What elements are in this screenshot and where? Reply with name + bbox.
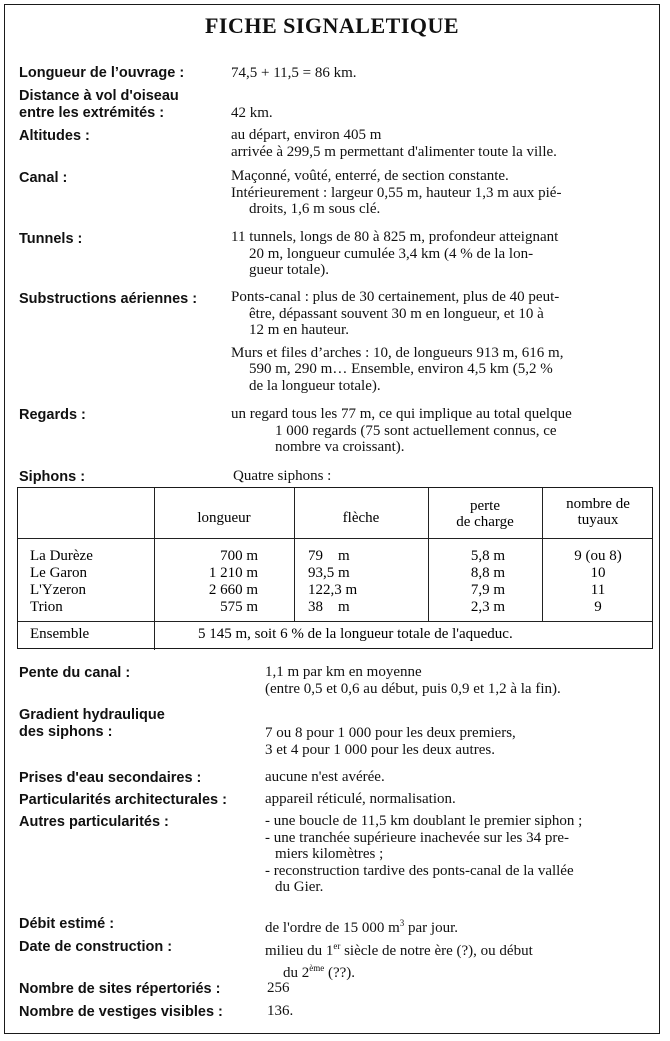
cell-name: Trion xyxy=(30,599,63,615)
value-regards xyxy=(231,406,572,456)
label-regards: Regards : xyxy=(19,407,86,423)
label-distance-1: Distance à vol d'oiseau xyxy=(19,88,179,104)
value-autres xyxy=(265,813,582,896)
siphon-rows xyxy=(18,548,652,616)
cell-longueur: 700 m xyxy=(220,548,258,564)
header-fleche: flèche xyxy=(342,510,380,526)
value-canal xyxy=(231,168,561,218)
substructions-line-3: 12 m en hauteur. xyxy=(249,322,349,339)
cell-perte: 2,3 m xyxy=(470,599,506,615)
value-pente xyxy=(265,664,561,697)
label-distance-2: entre les extrémités : xyxy=(19,105,165,121)
value-substructions xyxy=(231,289,563,395)
cell-name: L'Yzeron xyxy=(30,582,87,598)
value-altitudes xyxy=(231,127,557,160)
date-line-2a: du 2 xyxy=(283,964,310,981)
cell-nombre: 10 xyxy=(590,565,606,581)
header-nombre-2: tuyaux xyxy=(577,512,619,528)
total-name: Ensemble xyxy=(30,626,90,642)
value-longueur: 74,5 + 11,5 = 86 km. xyxy=(231,65,357,81)
value-debit xyxy=(265,915,458,937)
cell-name: La Durèze xyxy=(30,548,93,564)
altitudes-line-1: au départ, environ 405 m xyxy=(231,127,382,143)
label-pente: Pente du canal : xyxy=(19,665,131,681)
value-date xyxy=(265,938,533,981)
label-substructions: Substructions aériennes : xyxy=(19,291,198,307)
date-line-1b: siècle de notre ère (?), ou début xyxy=(340,943,533,959)
cell-fleche: 122,3 m xyxy=(308,582,358,598)
header-nombre-1: nombre de xyxy=(566,496,630,512)
pente-line-1: 1,1 m par km en moyenne xyxy=(265,664,422,680)
cell-fleche: 93,5 m xyxy=(308,565,350,581)
regards-line-1: un regard tous les 77 m, ce qui implique au total quelque xyxy=(231,406,572,422)
autres-line-3: miers kilomètres ; xyxy=(275,846,384,863)
cell-perte: 8,8 m xyxy=(470,565,506,581)
label-archi: Particularités architecturales : xyxy=(19,792,227,808)
table-divider xyxy=(154,621,155,650)
date-sup-2: ème xyxy=(309,962,325,973)
value-archi: appareil réticulé, normalisation. xyxy=(265,791,456,807)
debit-value-a: de l'ordre de 15 000 m xyxy=(265,920,400,936)
siphon-table xyxy=(17,487,653,649)
canal-line-2: Intérieurement : largeur 0,55 m, hauteur 1,3 m aux pié- xyxy=(231,184,562,201)
value-gradient xyxy=(265,725,516,758)
debit-superscript: 3 xyxy=(399,918,405,928)
cell-longueur: 2 660 m xyxy=(208,582,258,598)
cell-perte: 7,9 m xyxy=(470,582,506,598)
label-autres: Autres particularités : xyxy=(19,814,169,830)
tunnels-line-3: gueur totale). xyxy=(249,262,329,279)
regards-line-3: nombre va croissant). xyxy=(275,439,405,456)
label-date: Date de construction : xyxy=(19,939,173,955)
gradient-line-1: 7 ou 8 pour 1 000 pour les deux premiers, xyxy=(265,725,516,741)
tunnels-line-2: 20 m, longueur cumulée 3,4 km (4 % de la lon- xyxy=(249,245,534,262)
autres-line-1: - une boucle de 11,5 km doublant le premier siphon ; xyxy=(265,813,583,829)
cell-fleche: 79 m xyxy=(308,548,350,564)
label-gradient-2: des siphons : xyxy=(19,724,113,740)
date-line-1a: milieu du 1 xyxy=(265,943,334,959)
value-sites: 256 xyxy=(267,980,290,996)
cell-fleche: 38 m xyxy=(308,599,350,615)
autres-line-5: du Gier. xyxy=(275,879,324,896)
substructions-line-6: de la longueur totale). xyxy=(249,377,381,394)
value-prises: aucune n'est avérée. xyxy=(265,769,385,785)
table-row xyxy=(18,565,652,582)
debit-value-b: par jour. xyxy=(404,920,459,936)
substructions-line-4: Murs et files d’arches : 10, de longueurs 913 m, 616 m, xyxy=(231,344,564,361)
table-row xyxy=(18,582,652,599)
cell-nombre: 9 xyxy=(594,599,602,615)
table-row xyxy=(18,548,652,565)
label-gradient-1: Gradient hydraulique xyxy=(19,707,165,723)
substructions-line-1: Ponts-canal : plus de 30 certainement, plus de 40 peut- xyxy=(231,289,560,305)
header-perte-2: de charge xyxy=(456,514,514,530)
gradient-line-2: 3 et 4 pour 1 000 pour les deux autres. xyxy=(265,741,495,758)
cell-nombre: 11 xyxy=(590,582,606,598)
table-row xyxy=(18,599,652,616)
date-sup-1: er xyxy=(333,941,341,951)
value-siphons: Quatre siphons : xyxy=(233,468,332,484)
cell-nombre: 9 (ou 8) xyxy=(574,548,622,564)
table-divider xyxy=(18,538,652,539)
label-vestiges: Nombre de vestiges visibles : xyxy=(19,1004,223,1020)
canal-line-1: Maçonné, voûté, enterré, de section constante. xyxy=(231,168,509,184)
cell-perte: 5,8 m xyxy=(470,548,506,564)
label-prises: Prises d'eau secondaires : xyxy=(19,770,202,786)
date-line-2b: (??). xyxy=(324,964,356,981)
value-tunnels xyxy=(231,229,558,279)
header-longueur: longueur xyxy=(197,510,251,526)
value-vestiges: 136. xyxy=(267,1003,294,1019)
page-title: FICHE SIGNALETIQUE xyxy=(204,13,460,38)
autres-line-4: - reconstruction tardive des ponts-canal de la vallée xyxy=(265,862,574,879)
header-nombre xyxy=(542,496,654,528)
label-longueur: Longueur de l’ouvrage : xyxy=(19,65,185,81)
label-sites: Nombre de sites répertoriés : xyxy=(19,981,221,997)
label-siphons: Siphons : xyxy=(19,469,86,485)
autres-line-2: - une tranchée supérieure inachevée sur les 34 pre- xyxy=(265,829,570,846)
label-canal: Canal : xyxy=(19,170,68,186)
substructions-line-5: 590 m, 290 m… Ensemble, environ 4,5 km (5,2 % xyxy=(249,361,553,378)
cell-longueur: 1 210 m xyxy=(208,565,258,581)
label-tunnels: Tunnels : xyxy=(19,231,83,247)
header-perte-1: perte xyxy=(470,498,500,514)
total-value: 5 145 m, soit 6 % de la longueur totale de l'aqueduc. xyxy=(198,626,513,642)
cell-name: Le Garon xyxy=(30,565,88,581)
altitudes-line-2: arrivée à 299,5 m permettant d'alimenter toute la ville. xyxy=(231,143,557,160)
regards-line-2: 1 000 regards (75 sont actuellement connus, ce xyxy=(275,422,557,439)
table-divider xyxy=(18,621,652,622)
cell-longueur: 575 m xyxy=(220,599,258,615)
pente-line-2: (entre 0,5 et 0,6 au début, puis 0,9 et 1,2 à la fin). xyxy=(265,680,561,697)
label-debit: Débit estimé : xyxy=(19,916,115,932)
substructions-line-2: être, dépassant souvent 30 m en longueur, et 10 à xyxy=(249,305,544,322)
label-altitudes: Altitudes : xyxy=(19,128,90,144)
header-perte xyxy=(428,498,542,530)
tunnels-line-1: 11 tunnels, longs de 80 à 825 m, profondeur atteignant xyxy=(231,229,559,245)
canal-line-3: droits, 1,6 m sous clé. xyxy=(249,201,381,218)
value-distance: 42 km. xyxy=(231,105,273,121)
